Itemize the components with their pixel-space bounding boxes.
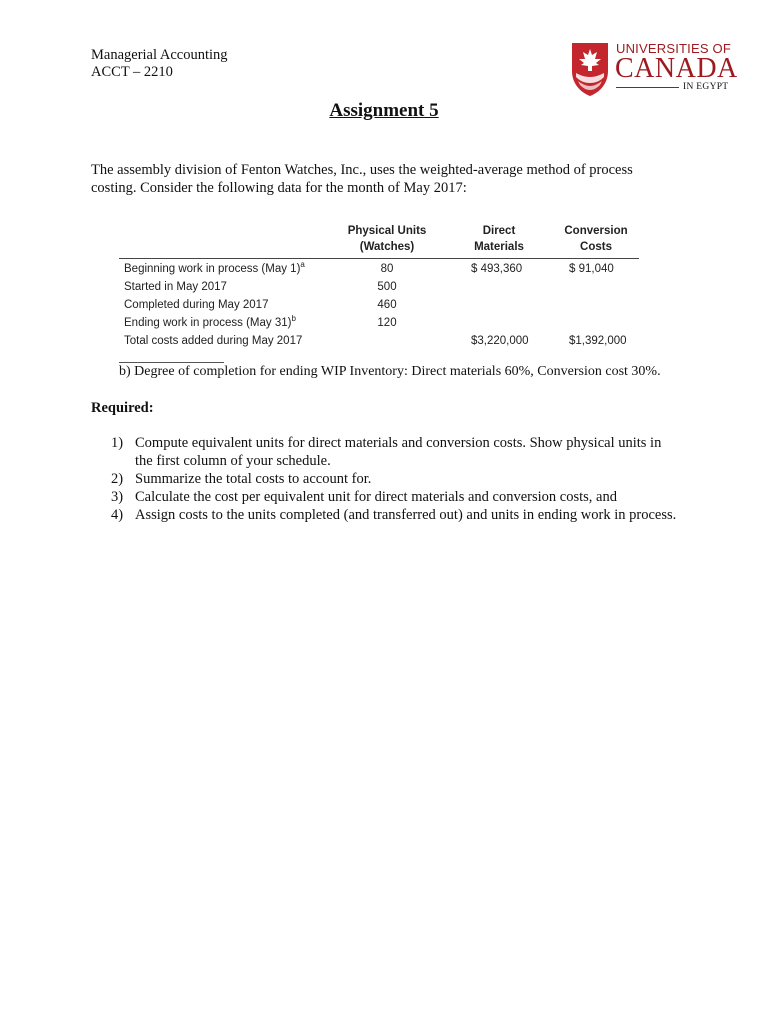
row-label: Beginning work in process (May 1)$^a$ — [124, 260, 305, 275]
list-item — [111, 488, 681, 506]
item-number: 4) — [111, 507, 124, 523]
row-direct-materials: $ 493,360 — [471, 263, 523, 275]
university-logo — [570, 41, 738, 97]
required-list — [111, 434, 681, 524]
row-label: Ending work in process (May 31)$^b$ — [124, 314, 296, 329]
row-direct-materials: $3,220,000 — [471, 335, 529, 347]
item-text: Assign costs to the units completed (and transferred out) and units in ending work in process. — [135, 507, 677, 523]
row-conversion-costs: $1,392,000 — [569, 335, 627, 347]
item-text: Compute equivalent units for direct materials and conversion costs. Show physical units in the first column of your schedule. — [135, 435, 662, 469]
course-code: ACCT – 2210 — [91, 64, 173, 80]
item-text: Summarize the total costs to account for. — [135, 471, 372, 487]
table-row — [119, 314, 639, 332]
footnote: b) Degree of completion for ending WIP Inventory: Direct materials 60%, Conversion cost 30%. — [119, 364, 661, 379]
table-row — [119, 278, 639, 296]
intro-paragraph: The assembly division of Fenton Watches, Inc., uses the weighted-average method of process costing. Consider the following data for the month of May 2017: — [91, 162, 633, 196]
list-item — [111, 506, 681, 524]
item-number: 1) — [111, 435, 124, 451]
header-direct-materials: Direct Materials — [474, 225, 524, 253]
logo-line-egypt: IN EGYPT — [683, 82, 729, 92]
item-text: Calculate the cost per equivalent unit for direct materials and conversion costs, and — [135, 489, 617, 505]
course-header — [91, 47, 228, 81]
table-row — [119, 296, 639, 314]
list-item — [111, 470, 681, 488]
course-name: Managerial Accounting — [91, 47, 228, 63]
crest-icon — [570, 41, 610, 97]
item-number: 3) — [111, 489, 124, 505]
table-row — [119, 260, 639, 278]
row-units: 500 — [377, 281, 397, 293]
row-units: 120 — [377, 317, 397, 329]
row-label: Total costs added during May 2017 — [124, 335, 303, 347]
row-units: 460 — [377, 299, 397, 311]
logo-rule — [616, 87, 679, 88]
row-units: 80 — [380, 263, 394, 275]
page-title: Assignment 5 — [329, 100, 439, 121]
row-conversion-costs: $ 91,040 — [569, 263, 614, 275]
list-item — [111, 434, 681, 470]
logo-line-canada: CANADA — [615, 53, 738, 84]
header-physical-units: Physical Units (Watches) — [347, 225, 427, 253]
table-row — [119, 332, 639, 350]
row-label: Started in May 2017 — [124, 281, 227, 293]
row-label: Completed during May 2017 — [124, 299, 269, 311]
header-divider — [119, 258, 639, 259]
header-conversion-costs: Conversion Costs — [564, 225, 628, 253]
required-heading: Required: — [91, 400, 154, 416]
item-number: 2) — [111, 471, 124, 487]
logo-line-universities: UNIVERSITIES OF — [616, 41, 731, 56]
